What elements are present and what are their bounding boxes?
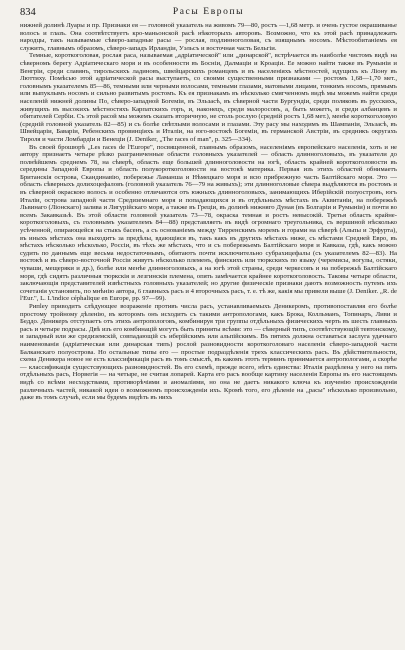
running-title: Расы Европы	[172, 7, 245, 17]
paragraph: Рипley приводитъ слѣдующее возраженіе противъ числа расъ, устанавливаемыхъ Деникеромъ, противопоставляя его болѣе простому тройному дѣленію, въ которомъ онъ исходитъ съ такими антропологами, какъ Брока, Колльманъ, Топинаръ, Ливи и Беддо. Деникеръ отступаетъ отъ этихъ антропологовъ, комбинируя три группы отдѣльныхъ физическихъ черть въ шесть главныхъ расъ и четыре подрасы. Двѣ изъ его комбинацій могутъ быть приняты всѣми: это — сѣверный типъ, соотвѣтствующій тевтонскому, и западный или же средиземскій, совпадающій съ иберійскимъ или альпійскимъ. Въ пятихъ должна оставаться заслуга удачнаго наименованія (адріатическая или динарская типъ) рослой разновидности короткоголоваго населенія сѣверо-западной части Балканскаго полуострова. Но остальные типы его — простые подраздѣленія трехъ классическихъ расъ. Въ дѣйствительности, схема Деникера новое не есть классификація расъ въ томъ смыслѣ, въ какомъ этотъ терминъ принимается антропологами, а скорѣе — классификація сущестсвующихъ разновидностей. Въ его схемѣ, прежде всего, нѣтъ единства: Италія раздѣлена у него на пять отдѣльныхъ расъ, Норвегія — на четыре, не считая лопарей. Карта его расъ вообще картину населенія Европы въ его настоящемъ видѣ со всѣми несходствами, противорѣчіями и аномаліями, но она не даетъ никакого ключа къ изученію происхожденія различныхъ частей, никакой идеи о возможномъ происхожденіи ихъ. Кромѣ того, его дѣленіе на „расы" нѣсколько произвольно, даже въ томъ случаѣ, если мы будемъ видѣть въ нихъ	[20, 302, 397, 402]
paragraph: Въ своей брошюрѣ „Les races de l'Europe", посвященной, главнымъ образомъ, населеніямъ европейскаго населенія, хоть и не автору признаетъ четыре рѣзко разграниченные области головныхъ указателей — область длинноголовыхъ, въ указатели до полнѣйшемъ среднемъ 78, на сѣверѣ, область еще большей длинноголовости на югѣ, область крайней короткоголовости въ середины Западной Европы и область полукороткоголовости на востокѣ материка. Первая изъ этихъ областей обнимаетъ Британскія острова, Скандинавію, побережье Ламанша и Нѣмецкаго моря и всю прибрежную часть Балтійскаго моря. Это — область сѣверныхъ долихоцефаловъ (головной указатель 76—79 на живыхъ); эти длинноголовые сѣвера выдѣляются въ ростомъ и въ сѣверной окраскою волосъ и особенно отличаются отъ южныхъ длинноголовыхъ, занимающихъ Иберійскій полуостровъ, югъ Италіи, острова западной части Средиземнаго моря и попадающихся и въ отдѣльныхъ мѣстахъ въ Аквитаніи, на побережьѣ Львинаго (Ліонскаго) залива и Лигурійскаго моря, а также въ Греціи, въ долинѣ нижняго Дуная (въ Болгаріи и Румыніи) и почти во всемъ Закавказьѣ. Въ этой области головной указатель 73—78, окраска темная и ростъ невысокій. Третья область крайне-короткоголовыхъ, съ головнымъ указателемъ 84—88) представляетъ въ видѣ огромнаго треугольника, съ вершиной нѣсколько усѣченной, опирающейся на стыкъ басенъ, а съ основаніемъ между Тирренскимъ моремъ и горами на сѣверѣ (Альпы и Эрфурта), въ иныхъ мѣстахъ она выходитъ за предѣлы, вдающіяся въ, такъ какъ въ другихъ мѣстахъ ниже, съ мѣстами Средней Евро, въ мѣстахъ нѣсколько нѣсколько, Россіи, въ тѣхъ же мѣстахъ, что и съ побережьемъ Балтійскаго моря и Кавказа, гдѣ, какъ можно судить по даннымъ еще весьма недостаточнымъ, обитаютъ почти исключительно субрахицефалы (съ указателемъ 82—83). На востокѣ и въ сѣверо-восточной Россіи живутъ нѣсколько племенъ, финскихъ или тюркскихъ по языку (черемисы, вогулы, остяки, чуваши, мещеряки и др.), болѣе или менѣе длинноголовыхъ, а на югѣ этой страны, среди черкесовъ и на побережьѣ Балтійскаго моря, гдѣ сидятъ различныя тюркскія и лезгинскія племена, опять замѣчается крайнее короткоголовость. Таковы четыре области, заключающія представителей извѣстныхъ головныхъ указателей; но другие физическіе признаки даютъ возможность путемъ ихъ сочетанія установить, по мнѣнію автора, 6 главныхъ расъ и 4 второчныхъ расъ, т. е. тѣ же, какія мы привели выше (J. Deniker. „R. de l'Eur.", L. L'indice céphalique en Europe, pp. 97—99).	[20, 143, 397, 303]
paragraph: нижней долинѣ Луары и пр. Признаки ея — головной указатель на живомъ 79—80, ростъ —1,68 метр. и очень густое окрашиванье волосъ и глазъ. Она соотвѣтствуетъ кро-маньонской расѣ нѣкоторыхъ авторовъ. Возможно, что къ этой расѣ принадлежатъ народцы, такъ называемые сѣверо-западные расы — рослая, подлинноголовая, съ изящнымъ носомъ. Мѣстообитаніемъ ея служитъ, главнымъ образомъ, сѣверо-западъ Ирландіи, Уэльсъ и восточная часть Бельгіи.	[20, 22, 397, 52]
paragraph: Темные, короткоголовая, рослая раса, называемая „адріатической" или „динарской", встрѣчается въ наиболѣе чистомъ видѣ на сѣверномъ берегу Адріатическаго моря и въ особенности въ Босніи, Далмаціи и Кроаціи. Ее можно найти также въ Румыніи и Венгріи, среди славянъ, тирольскихъ ладиновъ, швейцарскихъ романцевъ и въ населеніяхъ мѣстностей, идущихъ къ Ліону въ Люттиху. Помѣсью этой адріатической расы выступаетъ, со своими существенными признаками — ростомъ 1,68—1,70 мет., головнымъ указателемъ 85—86, темными или черными волосами, темными глазами, матовыми лицами, тонкимъ носомъ, прямымъ или выпуклымъ носомъ и сильно развитымъ ростомъ. Къ ея признакамъ въ нѣсколько смягченномъ видѣ мы можемъ найти среди населеній нижней долины По, сѣверо-западной Богеміи, въ Эльзасѣ, въ сѣверной части Бургундіи, среди поляковъ въ русскихъ, живущихъ въ высокихъ мѣстностяхъ Карпатскихъ горъ, и, наконецъ, среди малоросовъ, а, быть можетъ, и среди албанцевъ и обитателей Сербіи. Съ этой расой мы можемъ сказать вторичную, не столь рослую (средній ростъ 1,68 мет.), менѣе короткоголовую (средній головной указатель 82—85) и съ болѣе свѣтлыми волосами и глазами. Эту расу мы находимъ въ Шампаніи, Эльзасѣ, въ Швейцаріи, Баваріи, Ребенскихъ провинціяхъ и Италіи, на юго-востокѣ Богеміи, въ германской Австріи, въ средникъ округахъ Тироля и части Ломбардіи и Венеціи (J. Deniker, „The races of man", p. 325—334).	[20, 52, 397, 143]
page-number: 834	[20, 7, 36, 18]
page-header	[20, 6, 397, 20]
body-text	[20, 22, 397, 402]
